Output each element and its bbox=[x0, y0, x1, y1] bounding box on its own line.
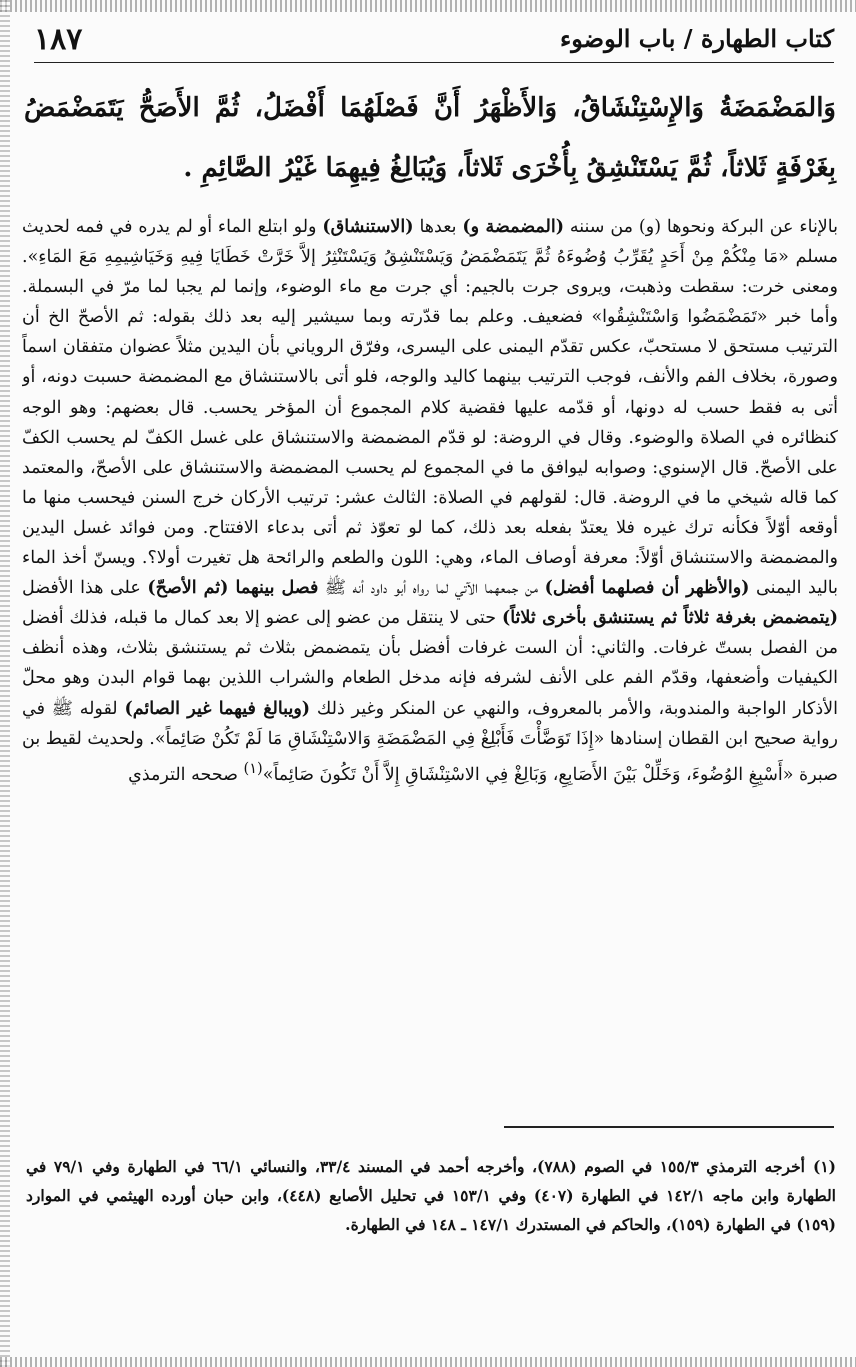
matn-text: وَالمَضْمَضَةُ وَالإِسْتِنْشَاقُ، وَالأَظْهَرُ أَنَّ فَصْلَهُمَا أَفْضَلُ، ثُمَّ الأَصَحُّ يَتَمَضْمَضُ بِغَرْفَةٍ ثَلاثاً، ثُمَّ يَسْتَنْشِقُ بِأُخْرَى ثَلاثاً، وَيُبَالِغُ فِيهِمَا غَيْرُ الصَّائِمِ . bbox=[24, 93, 836, 183]
commentary-segment: على هذا الأفضل bbox=[22, 578, 148, 599]
commentary-segment: حتى لا ينتقل من عضو إلى عضو إلا بعد كمال ما قبله، فذلك أفضل من الفصل بستّ غرفات. والثاني: أن الست غرفات أفضل بأن يتمضمض بثلاث ثم يستنشق بثلاث، وهذه أنظف الكيفيات وأضعفها، وقدّم الفم على الأنف لشرفه فإنه مدخل الطعام والشراب اللذين بهما قوام البدن وهو محلّ الأذكار الواجبة والمندوبة، والأمر بالمعروف، والنهي عن المنكر وغير ذلك bbox=[22, 608, 838, 719]
commentary-bold-segment: (والأظهر أن فصلهما أفضل) bbox=[544, 578, 750, 599]
footnote-number: (١) bbox=[812, 1157, 836, 1176]
commentary-segment: صححه الترمذي bbox=[128, 764, 244, 785]
commentary-segment: بالإناء عن البركة ونحوها (و) من سننه bbox=[563, 217, 838, 237]
commentary-bold-segment: (الاستنشاق) bbox=[322, 217, 414, 237]
decorative-bottom-border bbox=[0, 1357, 856, 1367]
decorative-left-border bbox=[0, 0, 10, 1367]
commentary-segment: من جمعهما الآتي لما رواه أبو داود أنه ﷺ bbox=[318, 578, 545, 599]
page-number: ١٨٧ bbox=[34, 22, 83, 57]
running-title: كتاب الطهارة / باب الوضوء bbox=[560, 24, 834, 53]
page-header bbox=[34, 14, 834, 63]
footnote-reference: (١) bbox=[243, 759, 263, 777]
footnote-text: أخرجه الترمذي ١٥٥/٣ في الصوم (٧٨٨)، وأخرجه أحمد في المسند ٣٣/٤، والنسائي ٦٦/١ في الطهارة وفي ٧٩/١ في الطهارة وابن ماجه ١٤٢/١ في الطهارة (٤٠٧) وفي ١٥٣/١ في تحليل الأصابع (٤٤٨)، وابن حبان أورده الهيثمي في الموارد (١٥٩) في الطهارة (١٥٩)، والحاكم في المستدرك ١٤٧/١ ـ ١٤٨ في الطهارة. bbox=[26, 1157, 836, 1234]
decorative-top-border bbox=[0, 0, 856, 12]
commentary-segment: بعدها bbox=[413, 217, 463, 237]
commentary-bold-segment: (ويبالغ فيهما غير الصائم) bbox=[124, 698, 311, 719]
commentary-segment: لقوله ﷺ في رواية صحيح ابن القطان إسنادها «إِذَا تَوَضَّأْتَ فَأَبْلِغْ فِي المَضْمَضَةِ وَالاسْتِنْشَاقِ مَا لَمْ تَكُنْ صَائِماً». ولحديث لقيط بن صبرة «أَسْبِغِ الوُضُوءَ، وَخَلِّلْ بَيْنَ الأَصَابِعِ، وَبَالِغْ فِي الاسْتِنْشَاقِ إِلاَّ أَنْ تَكُونَ صَائِماً» bbox=[22, 698, 838, 785]
commentary-bold-segment: (المضمضة و) bbox=[462, 217, 564, 237]
footnote bbox=[26, 1152, 836, 1302]
commentary-segment: ولو ابتلع الماء أو لم يدره في فمه لحديث مسلم «مَا مِنْكُمْ مِنْ أَحَدٍ يُقَرِّبُ وُضُوءَهُ ثُمَّ يَتَمَضْمَضُ وَيَسْتَنْشِقُ وَيَسْتَنْثِرُ إلاَّ خَرَّتْ خَطَايَا فِيهِ وَخَيَاشِيمِهِ مَعَ المَاءِ». ومعنى خرت: سقطت وذهبت، ويروى جرت بالجيم: أي جرت مع ماء الوضوء، وإنما لم يجبا لما مرّ في البسملة. وأما خبر «تَمَضْمَضُوا وَاسْتَنْشِقُوا» فضعيف. وعلم بما قدّرته وبما سيشير إليه بعد ذلك بقوله: ثم الأصحّ الخ أن الترتيب مستحق لا مستحبّ، عكس تقدّم اليمنى على اليسرى، وفرّق الروياني بأن اليدين مثلاً عضوان متفقان اسماً وصورة، بخلاف الفم والأنف، فوجب الترتيب بينهما كاليد والوجه، فلو أتى بالاستنشاق مع المضمضة حسبت دونه، أو أتى به فقط حسب له دونها، أو قدّمه عليها فقضية كلام المجموع أن المؤخر يحسب. قال بعضهم: وهو الوجه كنظائره في الصلاة والوضوء. وقال في الروضة: لو قدّم المضمضة والاستنشاق على غسل الكفّ لم يحسب الكفّ على الأصحّ. قال الإسنوي: وصوابه ليوافق ما في المجموع لم يحسب المضمضة والاستنشاق على الأصحّ، والمعتمد كما قاله شيخي ما في الروضة. قال: لقولهم في الصلاة: الثالث عشر: ترتيب الأركان خرج السنن فيحسب منها ما أوقعه أوّلاً فكأنه ترك غيره فلا يعتدّ بفعله بعد ذلك، كما لو تعوّذ ثم أتى بدعاء الافتتاح. ومن فوائد غسل اليدين والمضمضة والاستنشاق أوّلاً: معرفة أوصاف الماء، وهي: اللون والطعم والرائحة هل تغيرت أولا؟. ويسنّ أخذ الماء باليد اليمنى bbox=[22, 217, 838, 599]
commentary-bold-segment: فصل بينهما (ثم الأصحّ) bbox=[147, 578, 319, 599]
commentary-text bbox=[22, 212, 838, 1114]
commentary-bold-segment: (يتمضمض بغرفة ثلاثاً ثم يستنشق بأخرى ثلاثاً) bbox=[501, 608, 838, 629]
footnote-separator bbox=[504, 1126, 834, 1128]
